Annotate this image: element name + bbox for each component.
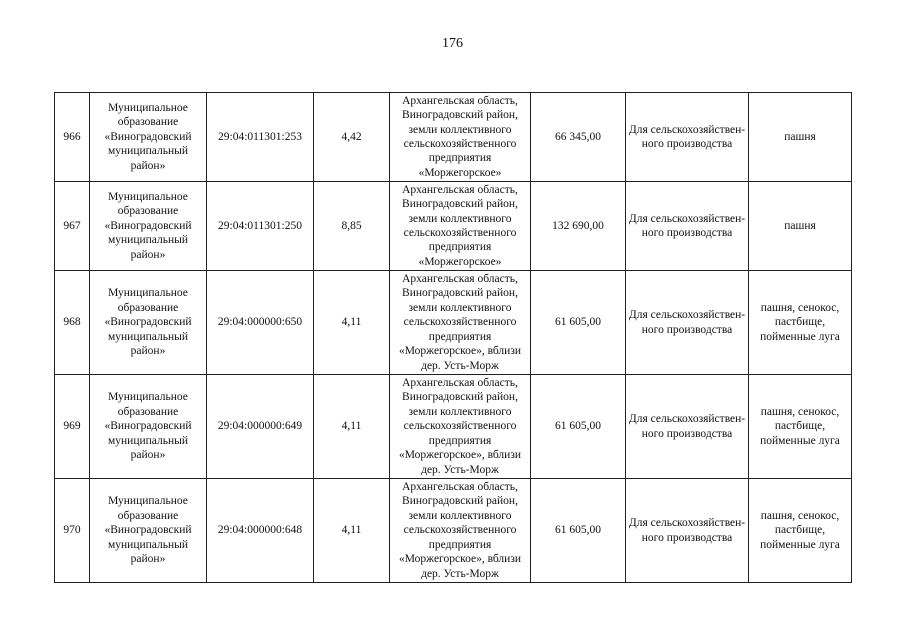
address-cell: Архангельская область, Виноградовский район, земли коллективного сельскохозяйственного предприятия «Моржегорское», вблизи дер. Усть-Морж [390, 271, 531, 375]
cadastral-value-cell: 61 605,00 [531, 375, 626, 479]
address-cell: Архангельская область, Виноградовский район, земли коллективного сельскохозяйственного предприятия «Моржегорское», вблизи дер. Усть-Морж [390, 479, 531, 583]
table-row [55, 93, 852, 182]
cadastral-value-cell: 61 605,00 [531, 479, 626, 583]
table-row [55, 271, 852, 375]
area-cell: 4,42 [314, 93, 390, 182]
land-use-cell: пашня [749, 93, 852, 182]
area-cell: 4,11 [314, 479, 390, 583]
area-cell: 8,85 [314, 182, 390, 271]
row-number: 967 [55, 182, 90, 271]
cadastral-value-cell: 132 690,00 [531, 182, 626, 271]
cadastral-number-cell: 29:04:000000:649 [207, 375, 314, 479]
land-plots-table [54, 92, 852, 583]
purpose-cell: Для сельскохозяйствен-ного производства [626, 375, 749, 479]
area-cell: 4,11 [314, 375, 390, 479]
purpose-cell: Для сельскохозяйствен-ного производства [626, 182, 749, 271]
address-cell: Архангельская область, Виноградовский район, земли коллективного сельскохозяйственного предприятия «Моржегорское» [390, 93, 531, 182]
purpose-cell: Для сельскохозяйствен-ного производства [626, 479, 749, 583]
owner-cell: Муниципальное образование «Виноградовский муниципальный район» [90, 479, 207, 583]
land-use-cell: пашня [749, 182, 852, 271]
land-use-cell: пашня, сенокос, пастбище, пойменные луга [749, 479, 852, 583]
owner-cell: Муниципальное образование «Виноградовский муниципальный район» [90, 182, 207, 271]
row-number: 969 [55, 375, 90, 479]
land-use-cell: пашня, сенокос, пастбище, пойменные луга [749, 271, 852, 375]
row-number: 968 [55, 271, 90, 375]
cadastral-value-cell: 66 345,00 [531, 93, 626, 182]
owner-cell: Муниципальное образование «Виноградовский муниципальный район» [90, 271, 207, 375]
table-row [55, 182, 852, 271]
row-number: 966 [55, 93, 90, 182]
page-number: 176 [442, 36, 463, 51]
purpose-cell: Для сельскохозяйствен-ного производства [626, 93, 749, 182]
area-cell: 4,11 [314, 271, 390, 375]
table-row [55, 479, 852, 583]
purpose-cell: Для сельскохозяйствен-ного производства [626, 271, 749, 375]
owner-cell: Муниципальное образование «Виноградовский муниципальный район» [90, 93, 207, 182]
address-cell: Архангельская область, Виноградовский район, земли коллективного сельскохозяйственного предприятия «Моржегорское» [390, 182, 531, 271]
cadastral-number-cell: 29:04:011301:253 [207, 93, 314, 182]
cadastral-number-cell: 29:04:000000:648 [207, 479, 314, 583]
owner-cell: Муниципальное образование «Виноградовский муниципальный район» [90, 375, 207, 479]
row-number: 970 [55, 479, 90, 583]
address-cell: Архангельская область, Виноградовский район, земли коллективного сельскохозяйственного предприятия «Моржегорское», вблизи дер. Усть-Морж [390, 375, 531, 479]
cadastral-number-cell: 29:04:011301:250 [207, 182, 314, 271]
land-use-cell: пашня, сенокос, пастбище, пойменные луга [749, 375, 852, 479]
cadastral-value-cell: 61 605,00 [531, 271, 626, 375]
cadastral-number-cell: 29:04:000000:650 [207, 271, 314, 375]
table-row [55, 375, 852, 479]
